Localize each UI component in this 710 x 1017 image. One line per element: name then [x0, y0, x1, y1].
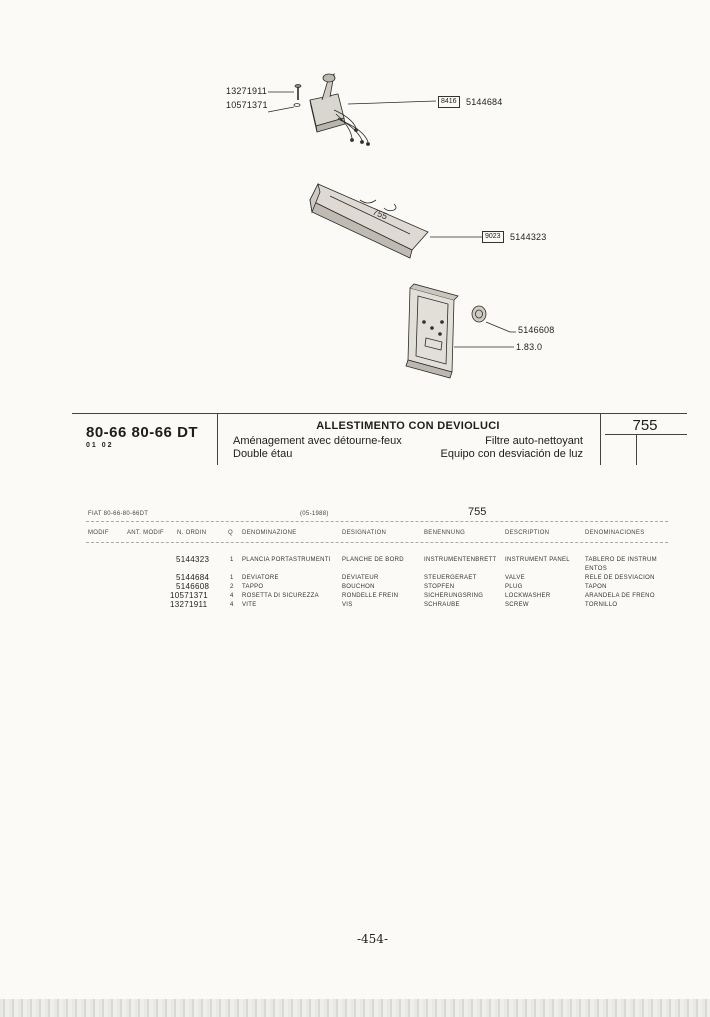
- callout-panel: 5144323: [510, 232, 547, 242]
- part-desc-fr: RONDELLE FREIN: [342, 593, 399, 599]
- part-desc-de: STEUERGERAET: [424, 575, 477, 581]
- part-desc-en: INSTRUMENT PANEL: [505, 557, 570, 563]
- part-desc-es: TORNILLO: [585, 602, 618, 608]
- plate-underline: [605, 434, 687, 435]
- table-meta-plate: 755: [468, 506, 487, 518]
- part-desc-es: TAPON: [585, 584, 607, 590]
- callout-washer: 10571371: [226, 100, 268, 110]
- model-title: 80-66 80-66 DT: [86, 424, 199, 441]
- callout-switch: 5144684: [466, 97, 503, 107]
- title-italian: ALLESTIMENTO CON DEVIOLUCI: [316, 420, 500, 432]
- col-benennung: BENENNUNG: [424, 530, 466, 536]
- part-desc-en: PLUG: [505, 584, 523, 590]
- col-ant-modif: ANT. MODIF: [127, 530, 164, 536]
- part-desc-it: ROSETTA DI SICUREZZA: [242, 593, 319, 599]
- title-english-line: Double étau: [233, 448, 293, 460]
- part-qty: 1: [230, 557, 234, 563]
- part-number: 5146608: [176, 582, 210, 591]
- callout-plug: 5146608: [518, 325, 555, 335]
- part-desc-de: SCHRAUBE: [424, 602, 460, 608]
- part-qty: 4: [230, 602, 234, 608]
- part-desc-fr: BOUCHON: [342, 584, 375, 590]
- scan-edge-strip: [0, 999, 710, 1017]
- exploded-parts-diagram: [0, 0, 710, 400]
- part-number: 10571371: [170, 591, 208, 600]
- instrument-panel-drawing: [310, 184, 428, 258]
- table-rule-1: [86, 521, 668, 522]
- plate-divider: [636, 434, 637, 465]
- part-desc-de: STOPFEN: [424, 584, 455, 590]
- part-desc-de: SICHERUNGSRING: [424, 593, 484, 599]
- part-desc-fr: DEVIATEUR: [342, 575, 379, 581]
- title-spanish: Equipo con desviación de luz: [440, 448, 583, 460]
- header-top-rule: [72, 413, 687, 414]
- part-desc-fr: PLANCHE DE BORD: [342, 557, 404, 563]
- part-desc-it: TAPPO: [242, 584, 264, 590]
- callout-screw: 13271911: [226, 86, 267, 96]
- part-qty: 4: [230, 593, 234, 599]
- callout-panel-box: 9023: [482, 231, 504, 243]
- callout-plate: 1.83.0: [516, 342, 543, 352]
- title-french: Aménagement avec détourne-feux: [233, 435, 402, 447]
- part-desc-it: VITE: [242, 602, 257, 608]
- part-desc-en: VALVE: [505, 575, 525, 581]
- part-desc-it: DEVIATORE: [242, 575, 279, 581]
- part-desc-es: RELE DE DESVIACION: [585, 575, 655, 581]
- part-desc-it: PLANCIA PORTASTRUMENTI: [242, 557, 331, 563]
- part-qty: 2: [230, 584, 234, 590]
- part-desc-de: INSTRUMENTENBRETT: [424, 557, 497, 563]
- part-desc-en: SCREW: [505, 602, 529, 608]
- plate-number: 755: [632, 417, 658, 434]
- table-row: [0, 555, 710, 572]
- col-n-ordin: N. ORDIN: [177, 530, 207, 536]
- panel-mark-label: 755: [371, 206, 389, 222]
- part-desc-en: LOCKWASHER: [505, 593, 551, 599]
- col-modif: MODIF: [88, 530, 109, 536]
- table-meta-date: (05-1988): [300, 511, 329, 517]
- header-divider-right: [600, 413, 601, 465]
- col-q: Q: [228, 530, 233, 536]
- part-desc-fr: VIS: [342, 602, 353, 608]
- page-number: -454-: [356, 932, 388, 946]
- col-description: DESCRIPTION: [505, 530, 550, 536]
- cover-plate-drawing: [406, 284, 486, 378]
- part-desc-es: ARANDELA DE FRENO: [585, 593, 655, 599]
- col-denominazione: DENOMINAZIONE: [242, 530, 297, 536]
- model-subtitle: 01 02: [86, 442, 114, 449]
- part-number: 5144323: [176, 555, 210, 564]
- col-designation: DESIGNATION: [342, 530, 387, 536]
- part-desc-es: TABLERO DE INSTRUM: [585, 557, 657, 563]
- part-qty: 1: [230, 575, 234, 581]
- part-desc-es-cont: ENTOS: [585, 566, 608, 572]
- table-row: [0, 601, 710, 612]
- part-number: 13271911: [170, 600, 208, 609]
- callout-switch-box: 8416: [438, 96, 460, 108]
- col-denominaciones: DENOMINACIONES: [585, 530, 645, 536]
- light-switch-drawing: [294, 74, 370, 146]
- table-meta-model: FIAT 80-66-80-66DT: [88, 511, 149, 517]
- title-german: Filtre auto-nettoyant: [485, 435, 583, 447]
- table-rule-2: [86, 542, 668, 543]
- part-number: 5144684: [176, 573, 210, 582]
